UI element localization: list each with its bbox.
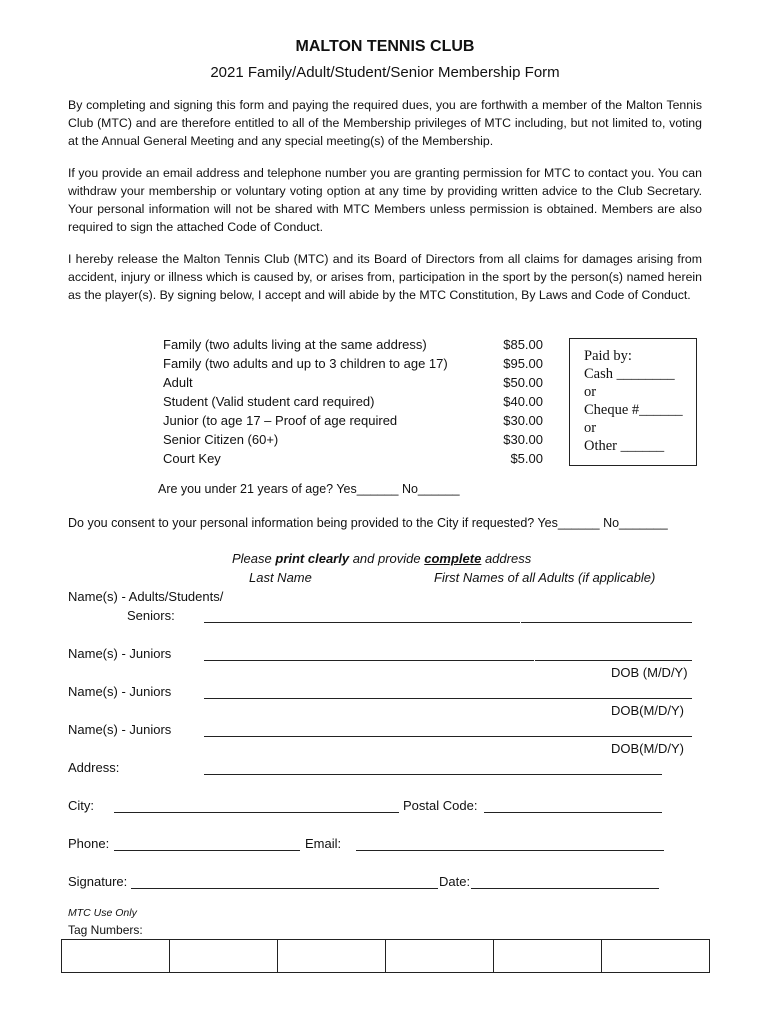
- tag-cell[interactable]: [386, 940, 494, 973]
- junior-1-first-name-line[interactable]: [535, 660, 692, 661]
- fee-row: [163, 411, 543, 430]
- names-juniors-label: Name(s) - Juniors: [68, 646, 172, 661]
- fee-label: Student (Valid student card required): [163, 394, 375, 409]
- city-line[interactable]: [114, 812, 399, 813]
- release-paragraph: I hereby release the Malton Tennis Club (MTC) and its Board of Directors from all claims for damages arising from accident, injury or illness which is caused by, or arises from, participation in the sport by the person(s) named herein as the player(s). By signing below, I accept and will abide by the MTC Constitution, By Laws and Code of Conduct.: [68, 252, 702, 302]
- tag-cell[interactable]: [494, 940, 602, 973]
- dob-label: DOB(M/D/Y): [611, 703, 684, 718]
- adults-first-names-line[interactable]: [521, 622, 692, 623]
- form-subtitle: 2021 Family/Adult/Student/Senior Membership Form: [210, 64, 560, 81]
- fee-amount: $85.00: [503, 337, 543, 352]
- privacy-paragraph: If you provide an email address and telephone number you are granting permission for MTC to contact you. You can withdraw your membership or voluntary voting option at any time by providing written advice to the Club Secretary. Your personal information will not be shared with MTC Members unless permission is obtained. Members are also required to sign the attached Code of Conduct.: [68, 166, 702, 234]
- signature-line[interactable]: [131, 888, 438, 889]
- fee-amount: $5.00: [510, 451, 543, 466]
- fee-label: Adult: [163, 375, 193, 390]
- table-row: [62, 940, 710, 973]
- paid-cash-option[interactable]: Cash ________: [584, 366, 675, 382]
- fee-row: [163, 392, 543, 411]
- paid-by-box: [569, 338, 697, 466]
- address-line[interactable]: [204, 774, 662, 775]
- fee-row: [163, 430, 543, 449]
- fee-label: Family (two adults living at the same address): [163, 337, 427, 352]
- names-adults-label: Name(s) - Adults/Students/: [68, 589, 224, 604]
- city-label: City:: [68, 798, 94, 813]
- fee-row: [163, 354, 543, 373]
- tag-cell[interactable]: [62, 940, 170, 973]
- fee-amount: $40.00: [503, 394, 543, 409]
- fee-amount: $95.00: [503, 356, 543, 371]
- first-names-heading: First Names of all Adults (if applicable): [434, 570, 656, 585]
- instr-pre: Please: [232, 551, 276, 566]
- tag-cell[interactable]: [170, 940, 278, 973]
- address-label: Address:: [68, 760, 120, 775]
- phone-line[interactable]: [114, 850, 300, 851]
- fee-label: Senior Citizen (60+): [163, 432, 279, 447]
- mtc-use-only-label: MTC Use Only: [68, 907, 137, 919]
- signature-label: Signature:: [68, 874, 128, 889]
- instr-mid: and provide: [349, 551, 425, 566]
- membership-paragraph: By completing and signing this form and paying the required dues, you are forthwith a member of the Malton Tennis Club (MTC) and are therefore entitled to all of the Membership privileges of MTC including, but not limited to, voting at the Annual General Meeting and any special meeting(s) of the Membership.: [68, 98, 702, 148]
- tag-cell[interactable]: [278, 940, 386, 973]
- tag-cell[interactable]: [602, 940, 710, 973]
- seniors-label: Seniors:: [127, 608, 175, 623]
- junior-3-name-line[interactable]: [204, 736, 692, 737]
- fee-row: [163, 335, 543, 354]
- fee-amount: $30.00: [503, 413, 543, 428]
- under-21-question[interactable]: Are you under 21 years of age? Yes______ No______: [158, 482, 460, 496]
- names-juniors-label: Name(s) - Juniors: [68, 722, 172, 737]
- fee-amount: $50.00: [503, 375, 543, 390]
- tag-numbers-label: Tag Numbers:: [68, 923, 143, 937]
- print-instructions: [232, 551, 531, 566]
- consent-question[interactable]: Do you consent to your personal information being provided to the City if requested? Yes______ No_______: [68, 516, 668, 530]
- postal-code-line[interactable]: [484, 812, 662, 813]
- paid-or-text: or: [584, 420, 597, 436]
- paid-other-option[interactable]: Other ______: [584, 438, 665, 454]
- junior-1-last-name-line[interactable]: [204, 660, 534, 661]
- fee-row: [163, 449, 543, 468]
- adults-last-name-line[interactable]: [204, 622, 520, 623]
- junior-2-name-line[interactable]: [204, 698, 692, 699]
- dob-label: DOB(M/D/Y): [611, 741, 684, 756]
- fee-label: Junior (to age 17 – Proof of age required: [163, 413, 398, 428]
- email-line[interactable]: [356, 850, 664, 851]
- paid-by-title: Paid by:: [584, 348, 632, 364]
- dob-label: DOB (M/D/Y): [611, 665, 688, 680]
- instr-complete: complete: [424, 551, 482, 566]
- phone-label: Phone:: [68, 836, 110, 851]
- tag-numbers-table: [61, 939, 710, 973]
- date-line[interactable]: [471, 888, 659, 889]
- date-label: Date:: [439, 874, 471, 889]
- email-label: Email:: [305, 836, 342, 851]
- fee-row: [163, 373, 543, 392]
- last-name-heading: Last Name: [249, 570, 312, 585]
- fee-label: Family (two adults and up to 3 children to age 17): [163, 356, 448, 371]
- instr-post: address: [481, 551, 532, 566]
- page-title: MALTON TENNIS CLUB: [295, 38, 475, 55]
- fee-label: Court Key: [163, 451, 221, 466]
- postal-code-label: Postal Code:: [403, 798, 478, 813]
- paid-cheque-option[interactable]: Cheque #______: [584, 402, 683, 418]
- names-juniors-label: Name(s) - Juniors: [68, 684, 172, 699]
- fee-amount: $30.00: [503, 432, 543, 447]
- fee-list: [163, 335, 543, 468]
- paid-or-text: or: [584, 384, 597, 400]
- instr-print-clearly: print clearly: [275, 551, 350, 566]
